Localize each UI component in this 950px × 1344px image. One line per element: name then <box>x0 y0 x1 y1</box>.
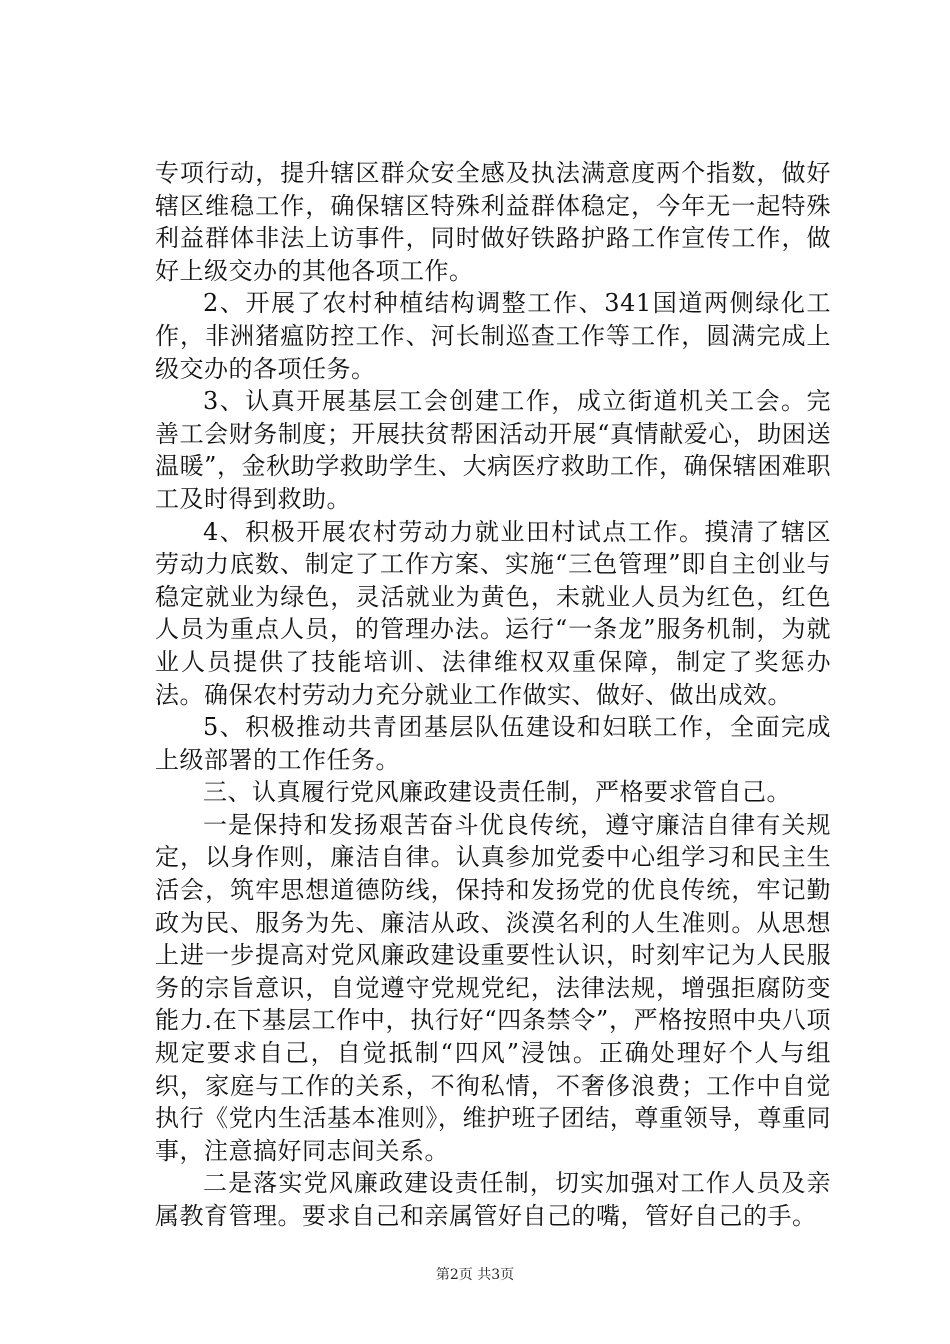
paragraph-5: 5、积极推动共青团基层队伍建设和妇联工作，全面完成上级部署的工作任务。 <box>155 713 831 774</box>
document-body <box>155 157 831 1233</box>
paragraph-2: 2、开展了农村种植结构调整工作、341国道两侧绿化工作，非洲猪瘟防控工作、河长制巡查工作等工作，圆满完成上级交办的各项任务。 <box>155 289 831 383</box>
paragraph-4: 4、积极开展农村劳动力就业田村试点工作。摸清了辖区劳动力底数、制定了工作方案、实施“三色管理”即自主创业与稳定就业为绿色，灵活就业为黄色，未就业人员为红色，红色人员为重点人员，的管理办法。运行“一条龙”服务机制，为就业人员提供了技能培训、法律维权双重保障，制定了奖惩办法。确保农村劳动力充分就业工作做实、做好、做出成效。 <box>155 517 831 709</box>
section-heading-3: 三、认真履行党风廉政建设责任制，严格要求管自己。 <box>203 778 791 807</box>
paragraph-3: 3、认真开展基层工会创建工作，成立街道机关工会。完善工会财务制度；开展扶贫帮困活动开展“真情献爱心，助困送温暖”，金秋助学救助学生、大病医疗救助工作，确保辖困难职工及时得到救助。 <box>155 387 831 513</box>
paragraph-8: 二是落实党风廉政建设责任制，切实加强对工作人员及亲属教育管理。要求自己和亲属管好自己的嘴，管好自己的手。 <box>155 1169 831 1230</box>
paragraph-7: 一是保持和发扬艰苦奋斗优良传统，遵守廉洁自律有关规定，以身作则，廉洁自律。认真参加党委中心组学习和民主生活会，筑牢思想道德防线，保持和发扬党的优良传统，牢记勤政为民、服务为先、廉洁从政、淡漠名利的人生准则。从思想上进一步提高对党风廉政建设重要性认识，时刻牢记为人民服务的宗旨意识，自觉遵守党规党纪，法律法规，增强拒腐防变能力.在下基层工作中，执行好“四条禁令”，严格按照中央八项规定要求自己，自觉抵制“四风”浸蚀。正确处理好个人与组织，家庭与工作的关系，不徇私情，不奢侈浪费；工作中自觉执行《党内生活基本准则》，维护班子团结，尊重领导，尊重同事，注意搞好同志间关系。 <box>155 810 831 1165</box>
page-footer: 第2页 共3页 <box>435 1267 515 1283</box>
paragraph-1: 专项行动，提升辖区群众安全感及执法满意度两个指数，做好辖区维稳工作，确保辖区特殊利益群体稳定，今年无一起特殊利益群体非法上访事件，同时做好铁路护路工作宣传工作，做好上级交办的其他各项工作。 <box>155 159 831 285</box>
